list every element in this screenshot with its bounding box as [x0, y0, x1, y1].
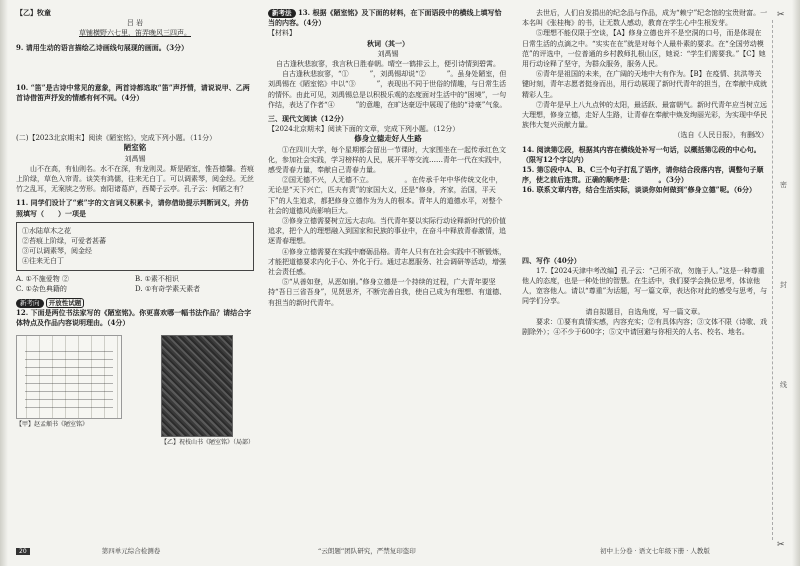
material-label: 【材料】 [268, 29, 296, 38]
essay-paragraph: ①在四川大学，每个星期都会留出一节课时，大家围坐在一起传承红色文化，参加社会实践，学习榜样的人民，展开平等交流……青年一代在实践中，感受青春力量，奉献自己青春力量。 [268, 145, 506, 175]
writing-requirements: 要求：①要有真情实感，内容充实；②有具体内容；③文体不限（诗歌、戏剧除外）；④不少于600字；⑤文中请回避与你相关的人名、校名、地名。 [522, 317, 767, 337]
question-15: 15. 第⑤段中A、B、C三个句子打乱了语序，请你结合段落内容，调整句子顺序，使之前后连贯。正确的顺序是： 。（3分） [522, 165, 764, 185]
essay-paragraph: ⑤“从善如登，从恶如崩。”修身立德是一个持续的过程，广大青年要坚持“吾日三省吾身”，见贤思齐，不断完善自我，使自己成为有理想、有道德、有担当的新时代青年。 [268, 278, 507, 307]
option-a[interactable]: A. ①不施爱物 ② [16, 274, 70, 283]
essay-paragraph: ⑦青年是早上八九点钟的太阳，最活跃、最富朝气。新时代青年应当树立远大理想，修身立德，走好人生路，让青春在奉献中焕发绚丽光彩，为实现中华民族伟大复兴贡献力量。 [522, 100, 767, 130]
question-14: 14. 阅读第②段，根据其内容在横线处补写一句话，以概括第②段的中心句。（限写12个字以内） [522, 144, 761, 164]
page-number: 20 [16, 548, 30, 555]
section-4-heading: 四、写作（40分） [522, 255, 581, 265]
q11-options [16, 274, 254, 294]
footer-center: “云朗题”团队研究，严禁复印盗印 [318, 547, 416, 555]
column-left [16, 8, 254, 538]
essay-paragraph: ⑤理想不能仅限于空谈，【A】修身立德也并不是空洞的口号，而是体现在日常生活的点滴之中。“实实在在”就是对每个人最朴素的要求。在“全国劳动模范”的评选中，一位普通的乡村教师扎根山区，她说：“学生们需要我。”【C】她用行动诠释了坚守，为群众服务，服务人民。 [522, 29, 766, 69]
question-9: 9. 请用生动的语言描绘乙诗画线句展现的画面。（3分） [16, 42, 189, 52]
question-10: 10. “笛”是古诗中常见的意象，两首诗都选取“笛”声抒情，请说说甲、乙两首诗借笛声抒发的情感有何不同。（4分） [16, 82, 250, 103]
footer-left [16, 546, 160, 555]
question-11: 11. 同学们设计了“索”字的文言词义积累卡，请你借助提示判断词义，并仿照填写（ ）一项是 [16, 198, 249, 218]
poem-title: 秋词（其一） [367, 38, 409, 48]
card-row: ③可以调素琴，阅金经 [22, 247, 92, 256]
section-3-subheading: 【2024北京期末】阅读下面的文章，完成下列小题。（12分） [268, 125, 460, 134]
text-author: 刘禹锡 [124, 154, 146, 163]
answer-space-9[interactable] [16, 53, 254, 83]
calligraphy-b-image [161, 335, 233, 437]
calligraphy-images [16, 335, 254, 447]
writing-instruction: 请自拟题目，自选角度，写一篇文章。 [585, 307, 705, 316]
answer-space-10[interactable] [16, 103, 254, 129]
margin-mark: 线 [780, 381, 787, 389]
question-17: 17.【2024天津中考改编】孔子云：“己所不欲，勿施于人。”这是一种尊重他人的态度，也是一种处世的智慧。在生活中，我们要学会换位思考，体谅他人，宽容他人。请以“尊重”为话题，写一篇文章，表达你对此的感受与思考，与同学们分享。 [522, 266, 768, 306]
option-d[interactable]: D. ①有奇学素天素者 [135, 284, 201, 293]
question-16: 16. 联系文章内容，结合生活实际，谈谈你如何做到“修身立德”呢。（6分） [522, 185, 757, 195]
scissors-icon: ✂ [777, 10, 785, 20]
word-card [16, 222, 254, 271]
card-row: ④往来无白丁 [22, 257, 64, 266]
page-edge-right [792, 0, 800, 566]
caption-a: 【甲】赵孟頫书《陋室铭》 [16, 420, 89, 428]
open-question-tag: 开放性试题 [46, 298, 85, 308]
essay-paragraph: ⑥青年是祖国的未来，在广阔的天地中大有作为。【B】在疫情、抗洪等关键时刻，青年志愿者挺身而出，用行动展现了新时代青年的担当，在奉献中成就精彩人生。 [522, 70, 767, 99]
column-right [522, 8, 768, 538]
page-edge-left [0, 0, 8, 566]
poem2-lines: 草铺横野六七里，笛弄晚风三四声。 [79, 29, 191, 38]
card-row: ①水陆草木之花 [22, 226, 71, 235]
fill-in-passage[interactable]: 自古逢秋悲寂寥，“① ”，刘禹锡却说“② ”。虽身处陋室，但刘禹锡在《陋室铭》中以“③ ”，表现出不同于世俗的情趣，与日常生活的情怀。由此可见，刘禹锡总是以积极乐观的态度面对生活中的“困境”，一句作结，表达了作者“④ ”的意趣，在旷达豪迈中展现了他的“诗豪”气象。 [268, 70, 507, 109]
scissors-icon: ✂ [777, 540, 785, 550]
footer-left-label: 第四单元综合检测卷 [101, 547, 161, 555]
essay-title: 修身立德走好人生路 [354, 134, 422, 144]
margin-mark: 封 [780, 281, 787, 289]
question-13: 13. 根据《陋室铭》及下面的材料，在下面语段中的横线上填写恰当的内容。（4分） [268, 8, 502, 28]
section-2-heading: (二)【2023北京期末】阅读《陋室铭》，完成下列小题。（11分） [16, 134, 217, 143]
essay-paragraph: 去世后，人们自发捐出的纪念品与作品，成为“赖宁”纪念馆的宝贵财富。一本名叫《张桂梅》的书，让无数人感动，教育在学生心中生根发芽。 [522, 9, 768, 28]
essay-paragraph: ④修身立德需要在实践中磨砺品格。青年人只有在社会实践中不断锻炼，才能把道德要求内化于心、外化于行。通过志愿服务、社会调研等活动，增强社会责任感。 [268, 247, 506, 277]
section-3-heading: 三、现代文阅读（12分） [268, 114, 348, 124]
new-direction-badge: 新考向 [16, 299, 44, 308]
caption-b: 【乙】祝枝山书《陋室铭》（局部） [160, 438, 254, 446]
answer-space-16[interactable] [522, 196, 768, 256]
option-b[interactable]: B. ①素不相识 [135, 274, 179, 283]
poem2-title: 【乙】牧童 [16, 8, 51, 17]
question-12: 12. 下面是两位书法家写的《陋室铭》。你更喜欢哪一幅书法作品？请结合字体特点及作品内容说明理由。（4分） [16, 308, 252, 328]
poem-author: 刘禹锡 [377, 49, 399, 58]
poem2-author: 吕 岩 [126, 19, 144, 28]
source-note: （选自《人民日报》，有删改） [673, 131, 768, 140]
column-middle [268, 8, 508, 538]
poem-lines: 自古逢秋悲寂寥，我言秋日胜春朝。晴空一鹤排云上，便引诗情到碧霄。 [276, 60, 500, 69]
essay-paragraph: ②国无德不兴，人无德不立。 。在传承千年中华传统文化中，无论是“天下兴亡，匹夫有责”的家国大义，还是“修身，齐家，治国，平天下”的人生追求，都把修身立德作为为人的根本。青年人的道德水平，对整个社会的道德风尚影响巨大。 [268, 176, 503, 215]
calligraphy-a-image [16, 335, 122, 419]
option-c[interactable]: C. ①杂色典籍的 [16, 284, 67, 293]
margin-mark: 密 [780, 181, 787, 189]
essay-paragraph: ③修身立德需要树立远大志向。当代青年要以实际行动诠释新时代的价值追求，把个人的理想融入到国家和民族的事业中，在奋斗中释放青春激情，追逐青春理想。 [268, 217, 506, 246]
card-row: ②苔痕上阶绿，可爱者甚蕃 [22, 237, 106, 246]
text-title: 陋室铭 [123, 143, 147, 153]
text-body: 山不在高，有仙则名。水不在深，有龙则灵。斯是陋室，惟吾德馨。苔痕上阶绿，草色入帘青。谈笑有鸿儒，往来无白丁。可以调素琴，阅金经。无丝竹之乱耳，无案牍之劳形。南阳诸葛庐，西蜀子云亭。孔子云：何陋之有？ [16, 164, 254, 194]
binding-line [772, 20, 773, 540]
footer-right: 初中上分卷 · 语文七年级下册 · 人教版 [600, 547, 710, 555]
new-method-badge: 新考法 [268, 9, 296, 18]
